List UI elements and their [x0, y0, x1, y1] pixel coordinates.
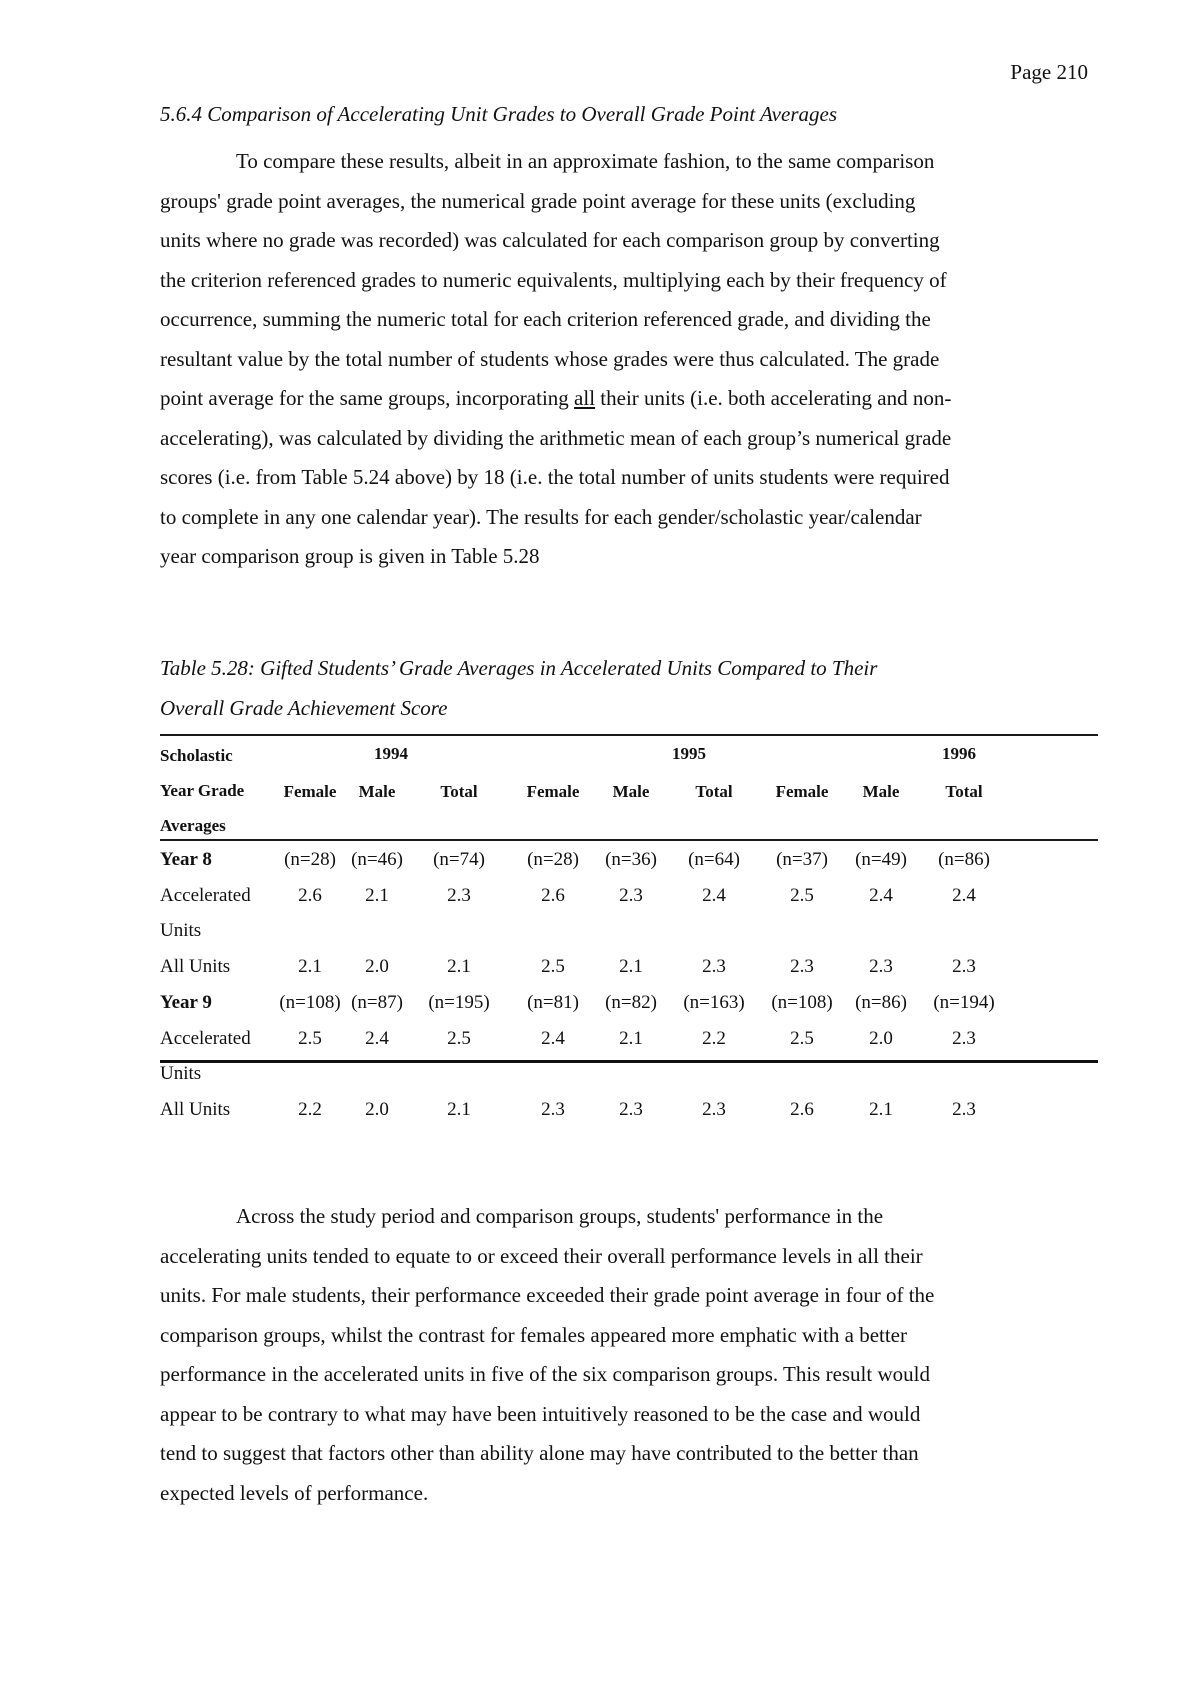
accelerated-value-cell: 2.0 — [869, 1028, 893, 1049]
column-header: Total — [440, 782, 478, 801]
all-units-value-cell: 2.1 — [869, 1099, 893, 1120]
sample-size-cell: (n=37) — [776, 849, 828, 870]
accelerated-value-cell: 2.4 — [952, 885, 976, 906]
text-run: point average for the same groups, incorporating — [160, 386, 575, 410]
accelerated-value-cell: 2.1 — [619, 1028, 643, 1049]
accelerated-value-cell: 2.6 — [298, 885, 322, 906]
row-label-all-units: All Units — [160, 1099, 231, 1120]
paragraph-line: to complete in any one calendar year). The results for each gender/scholastic year/calendar — [160, 504, 922, 529]
paragraph-line: expected levels of performance. — [160, 1480, 429, 1505]
sample-size-cell: (n=81) — [527, 992, 579, 1013]
paragraph-line: comparison groups, whilst the contrast for females appeared more emphatic with a better — [160, 1322, 907, 1347]
all-units-value-cell: 2.3 — [702, 956, 726, 977]
column-header: Female — [526, 782, 580, 801]
table-caption — [160, 648, 877, 728]
sample-size-cell: (n=64) — [688, 849, 740, 870]
all-units-value-cell: 2.1 — [619, 956, 643, 977]
paragraph-line: accelerating units tended to equate to or exceed their overall performance levels in all their — [160, 1243, 923, 1268]
paragraph-line: year comparison group is given in Table 5.28 — [160, 544, 540, 568]
column-header: Female — [283, 782, 337, 801]
paragraph-line — [160, 379, 1100, 419]
column-header: Total — [695, 782, 733, 801]
all-units-value-cell: 2.0 — [365, 1099, 389, 1120]
row-label-accelerated: Units — [160, 1063, 202, 1084]
paragraph-line: the criterion referenced grades to numeric equivalents, multiplying each by their frequency of — [160, 267, 947, 292]
sample-size-cell: (n=36) — [605, 849, 657, 870]
paragraph-line: groups' grade point averages, the numerical grade point average for these units (excluding — [160, 188, 916, 213]
row-label-accelerated: Accelerated — [160, 1028, 251, 1049]
paragraph-method — [160, 142, 1100, 577]
paragraph-line: To compare these results, albeit in an approximate fashion, to the same comparison — [236, 149, 935, 173]
paragraph-line: accelerating), was calculated by dividing the arithmetic mean of each group’s numerical grade — [160, 425, 952, 450]
accelerated-value-cell: 2.5 — [298, 1028, 322, 1049]
accelerated-value-cell: 2.3 — [619, 885, 643, 906]
accelerated-value-cell: 2.4 — [869, 885, 893, 906]
sample-size-cell: (n=28) — [284, 849, 336, 870]
accelerated-value-cell: 2.5 — [447, 1028, 471, 1049]
paragraph-line: scores (i.e. from Table 5.24 above) by 18 (i.e. the total number of units students were required — [160, 465, 950, 489]
row-label-accelerated: Accelerated — [160, 885, 251, 906]
accelerated-value-cell: 2.6 — [541, 885, 565, 906]
paragraph-line: appear to be contrary to what may have been intuitively reasoned to be the case and would — [160, 1401, 921, 1426]
sample-size-cell: (n=108) — [279, 992, 341, 1013]
underlined-word: all — [574, 386, 596, 410]
all-units-value-cell: 2.3 — [869, 956, 893, 977]
paragraph-line: Across the study period and comparison groups, students' performance in the — [236, 1204, 884, 1228]
sample-size-cell: (n=86) — [855, 992, 907, 1013]
row-header-label: Averages — [160, 816, 226, 835]
accelerated-value-cell: 2.4 — [541, 1028, 565, 1049]
sample-size-cell: (n=49) — [855, 849, 907, 870]
accelerated-value-cell: 2.4 — [365, 1028, 389, 1049]
paragraph-line: performance in the accelerated units in five of the six comparison groups. This result would — [160, 1362, 930, 1386]
sample-size-cell: (n=194) — [933, 992, 995, 1013]
column-header: Female — [775, 782, 829, 801]
sample-size-cell: (n=195) — [428, 992, 490, 1013]
all-units-value-cell: 2.3 — [702, 1099, 726, 1120]
accelerated-value-cell: 2.4 — [702, 885, 726, 906]
accelerated-value-cell: 2.5 — [790, 1028, 814, 1049]
accelerated-value-cell: 2.5 — [790, 885, 814, 906]
row-label-accelerated: Units — [160, 920, 202, 941]
table-header-rule — [160, 839, 1098, 841]
all-units-value-cell: 2.6 — [790, 1099, 814, 1120]
paragraph-discussion — [160, 1197, 1100, 1513]
text-run: their units (i.e. both accelerating and non- — [595, 386, 952, 410]
year-header-1995: 1995 — [672, 744, 706, 763]
sample-size-cell: (n=163) — [683, 992, 745, 1013]
group-label: Year 9 — [160, 992, 212, 1013]
sample-size-cell: (n=82) — [605, 992, 657, 1013]
all-units-value-cell: 2.1 — [298, 956, 322, 977]
row-header-label: Year Grade — [160, 781, 245, 800]
group-label: Year 8 — [160, 849, 212, 870]
column-header: Male — [612, 782, 650, 801]
accelerated-value-cell: 2.1 — [365, 885, 389, 906]
paragraph-line: tend to suggest that factors other than ability alone may have contributed to the better than — [160, 1441, 919, 1465]
accelerated-value-cell: 2.3 — [952, 1028, 976, 1049]
table-caption-line: Table 5.28: Gifted Students’ Grade Averages in Accelerated Units Compared to Their — [160, 656, 878, 680]
sample-size-cell: (n=87) — [351, 992, 403, 1013]
row-label-all-units: All Units — [160, 956, 231, 977]
all-units-value-cell: 2.3 — [952, 1099, 976, 1120]
sample-size-cell: (n=74) — [433, 849, 485, 870]
section-heading: 5.6.4 Comparison of Accelerating Unit Grades to Overall Grade Point Averages — [160, 102, 837, 126]
accelerated-value-cell: 2.2 — [702, 1028, 726, 1049]
year-header-1996: 1996 — [942, 744, 976, 763]
paragraph-line: occurrence, summing the numeric total for each criterion referenced grade, and dividing the — [160, 307, 931, 331]
all-units-value-cell: 2.1 — [447, 1099, 471, 1120]
all-units-value-cell: 2.2 — [298, 1099, 322, 1120]
all-units-value-cell: 2.5 — [541, 956, 565, 977]
all-units-value-cell: 2.0 — [365, 956, 389, 977]
sample-size-cell: (n=28) — [527, 849, 579, 870]
paragraph-line: resultant value by the total number of students whose grades were thus calculated. The grade — [160, 346, 940, 371]
row-header-label: Scholastic — [160, 746, 233, 765]
column-header: Total — [945, 782, 983, 801]
sample-size-cell: (n=46) — [351, 849, 403, 870]
paragraph-line: units. For male students, their performance exceeded their grade point average in four of the — [160, 1283, 935, 1307]
column-header: Male — [358, 782, 396, 801]
paragraph-line: units where no grade was recorded) was calculated for each comparison group by converting — [160, 228, 940, 252]
sample-size-cell: (n=108) — [771, 992, 833, 1013]
sample-size-cell: (n=86) — [938, 849, 990, 870]
all-units-value-cell: 2.3 — [619, 1099, 643, 1120]
column-header: Male — [862, 782, 900, 801]
year-header-1994: 1994 — [374, 744, 408, 763]
table-caption-line: Overall Grade Achievement Score — [160, 696, 448, 720]
all-units-value-cell: 2.3 — [790, 956, 814, 977]
table-top-rule — [160, 734, 1098, 736]
all-units-value-cell: 2.3 — [541, 1099, 565, 1120]
all-units-value-cell: 2.1 — [447, 956, 471, 977]
accelerated-value-cell: 2.3 — [447, 885, 471, 906]
table-bottom-rule — [160, 1060, 1098, 1063]
all-units-value-cell: 2.3 — [952, 956, 976, 977]
page-number: Page 210 — [1010, 60, 1088, 84]
